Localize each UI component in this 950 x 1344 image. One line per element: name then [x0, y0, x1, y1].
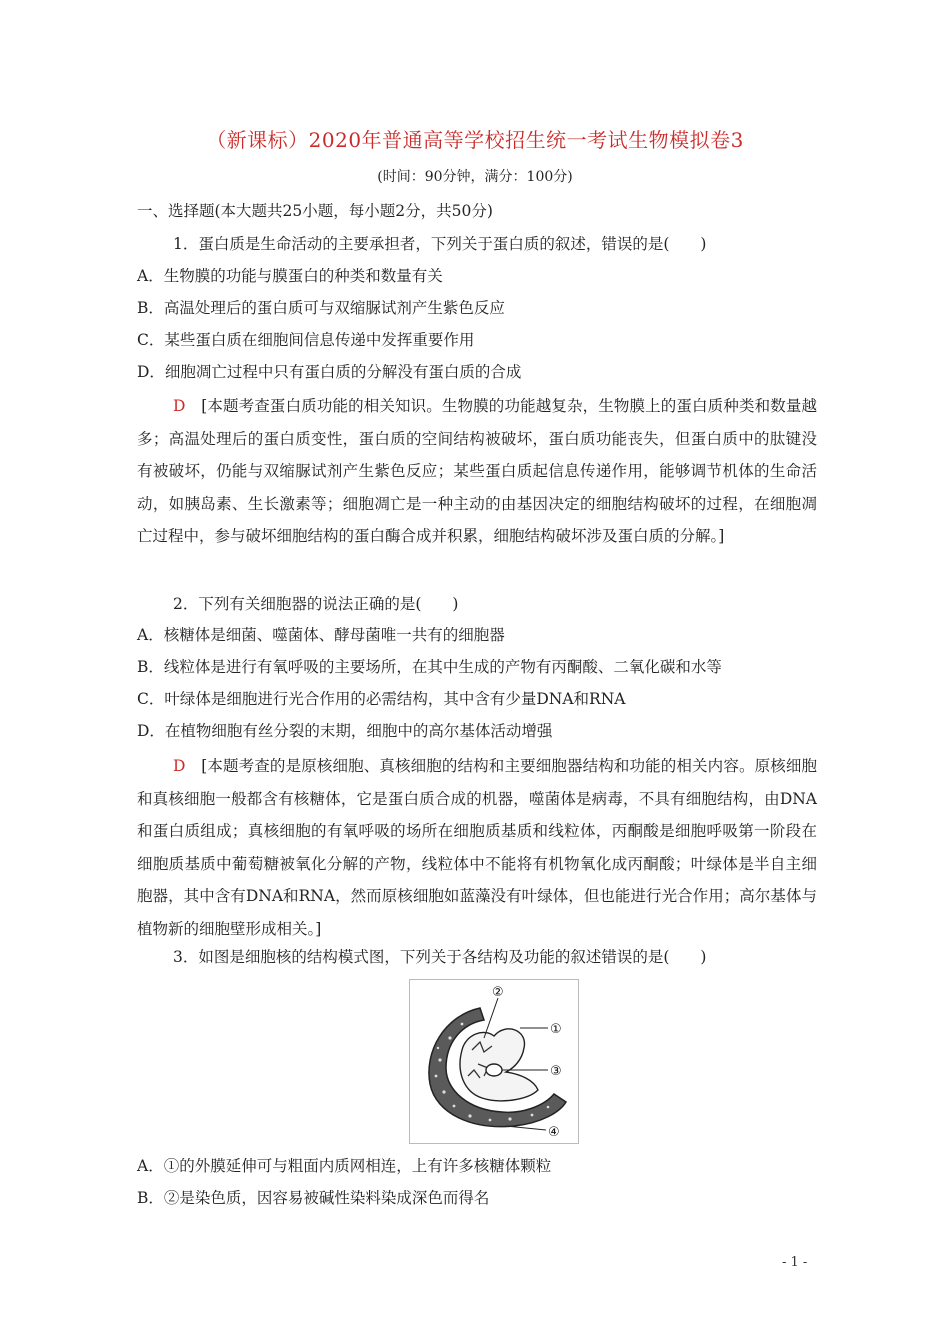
question-3-option-a: A．①的外膜延伸可与粗面内质网相连，上有许多核糖体颗粒 [137, 1157, 552, 1175]
question-2-option-d: D．在植物细胞有丝分裂的末期，细胞中的高尔基体活动增强 [137, 722, 553, 740]
question-1-option-a: A．生物膜的功能与膜蛋白的种类和数量有关 [137, 267, 443, 285]
question-1-answer: D [173, 397, 186, 415]
label-2: ② [492, 985, 504, 1000]
question-1-option-c: C．某些蛋白质在细胞间信息传递中发挥重要作用 [137, 331, 475, 349]
question-1-option-b: B．高温处理后的蛋白质可与双缩脲试剂产生紫色反应 [137, 299, 505, 317]
label-1: ① [550, 1022, 562, 1037]
question-3-option-b: B．②是染色质，因容易被碱性染料染成深色而得名 [137, 1189, 490, 1207]
nucleus-structure-diagram [409, 979, 579, 1144]
exam-info: (时间：90分钟，满分：100分) [377, 169, 573, 185]
page-number: - 1 - [782, 1255, 808, 1270]
label-4: ④ [548, 1125, 560, 1140]
question-1-option-d: D．细胞凋亡过程中只有蛋白质的分解没有蛋白质的合成 [137, 363, 522, 381]
question-1-explanation [137, 390, 817, 553]
section-heading: 一、选择题(本大题共25小题，每小题2分，共50分) [137, 202, 493, 220]
question-1-explanation-text: [本题考查蛋白质功能的相关知识。生物膜的功能越复杂，生物膜上的蛋白质种类和数量越多；高温处理后的蛋白质变性，蛋白质的空间结构被破坏，蛋白质功能丧失，但蛋白质中的肽键没有被破坏，仍能与双缩脲试剂产生紫色反应；某些蛋白质起信息传递作用，能够调节机体的生命活动，如胰岛素、生长激素等；细胞凋亡是一种主动的由基因决定的细胞结构破坏的过程，在细胞凋亡过程中，参与破坏细胞结构的蛋白酶合成并积累，细胞结构破坏涉及蛋白质的分解。] [137, 397, 817, 545]
question-2-option-a: A．核糖体是细菌、噬菌体、酵母菌唯一共有的细胞器 [137, 626, 505, 644]
question-2-option-b: B．线粒体是进行有氧呼吸的主要场所，在其中生成的产物有丙酮酸、二氧化碳和水等 [137, 658, 722, 676]
question-2-option-c: C．叶绿体是细胞进行光合作用的必需结构，其中含有少量DNA和RNA [137, 690, 626, 708]
question-2-explanation-text: [本题考查的是原核细胞、真核细胞的结构和主要细胞器结构和功能的相关内容。原核细胞和真核细胞一般都含有核糖体，它是蛋白质合成的机器，噬菌体是病毒，不具有细胞结构，由DNA和蛋白质组成；真核细胞的有氧呼吸的场所在细胞质基质和线粒体，丙酮酸是细胞呼吸第一阶段在细胞质基质中葡萄糖被氧化分解的产物，线粒体中不能将有机物氧化成丙酮酸；叶绿体是半自主细胞器，其中含有DNA和RNA，然而原核细胞如蓝藻没有叶绿体，但也能进行光合作用；高尔基体与植物新的细胞壁形成相关。] [137, 757, 817, 938]
question-3-stem: 3．如图是细胞核的结构模式图，下列关于各结构及功能的叙述错误的是( ) [173, 948, 707, 966]
nucleolus [486, 1064, 502, 1076]
nucleus-drawing [410, 980, 578, 1143]
label-3: ③ [550, 1064, 562, 1079]
leader-line-2 [484, 998, 498, 1038]
page-title: （新课标）2020年普通高等学校招生统一考试生物模拟卷3 [206, 128, 744, 152]
question-2-stem: 2．下列有关细胞器的说法正确的是( ) [173, 595, 459, 613]
question-2-answer: D [173, 757, 186, 775]
question-2-explanation [137, 750, 817, 945]
leader-line-4 [506, 1126, 546, 1130]
question-1-stem: 1．蛋白质是生命活动的主要承担者，下列关于蛋白质的叙述，错误的是( ) [173, 235, 707, 253]
